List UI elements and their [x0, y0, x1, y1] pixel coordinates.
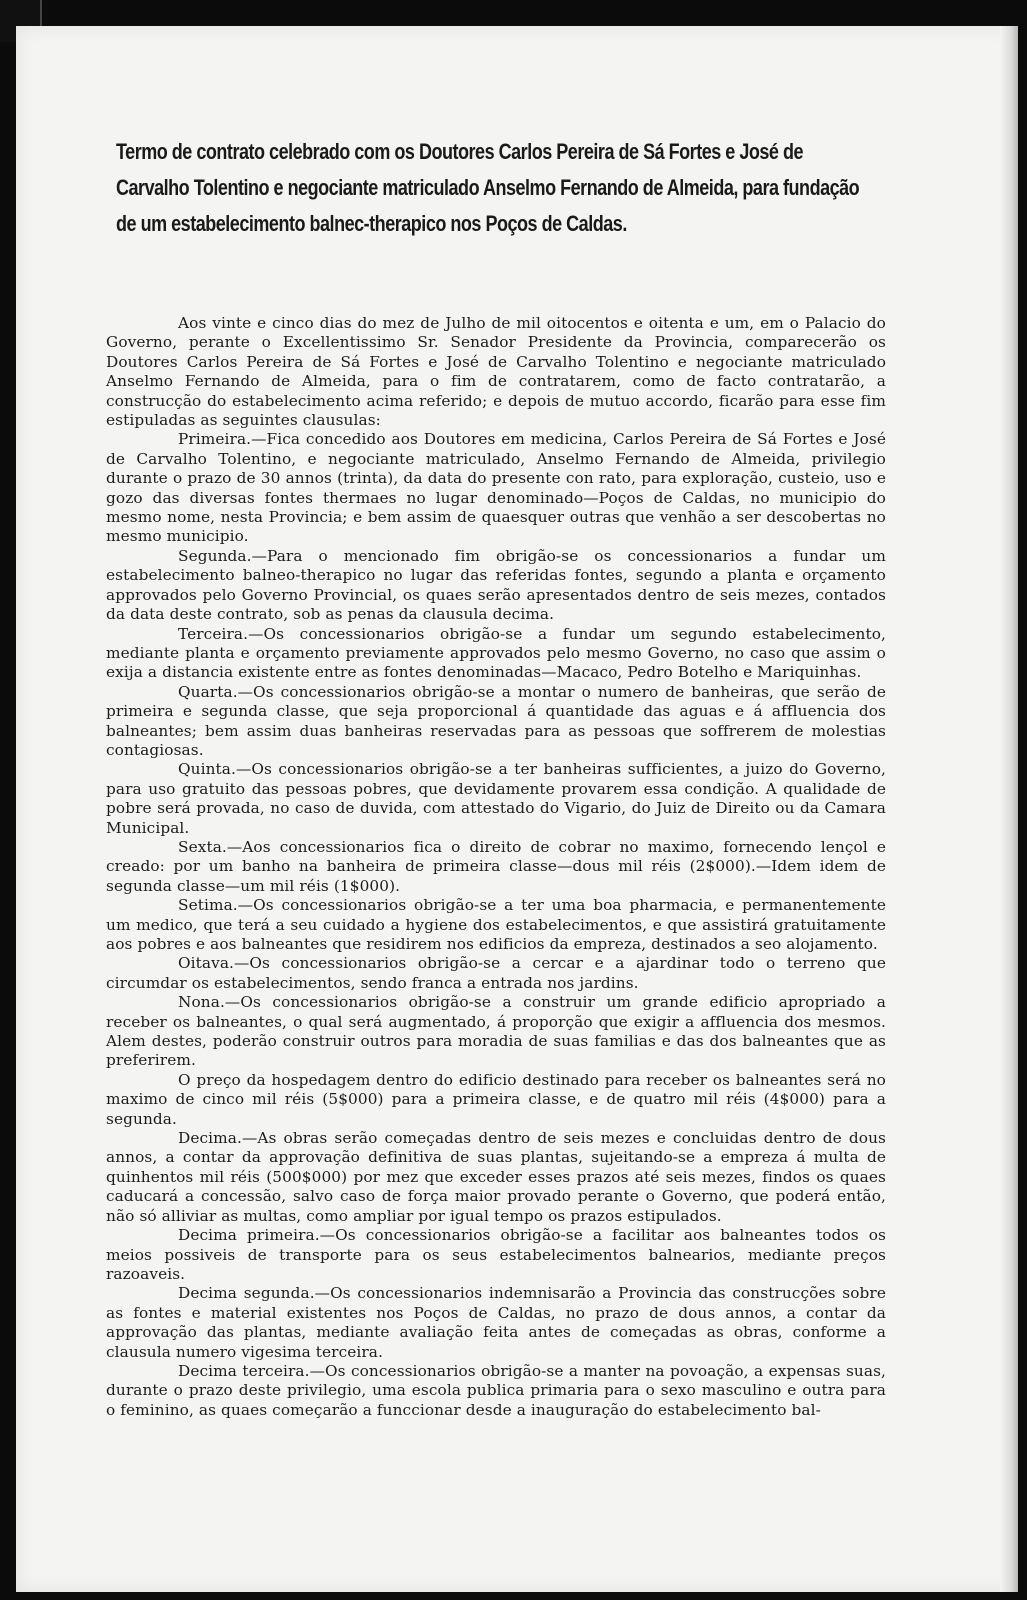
- page-edge-shadow: [1000, 26, 1018, 1592]
- document-body: [106, 314, 886, 1420]
- clause-oitava: Oitava.—Os concessionarios obrigão-se a cercar e a ajardinar todo o terreno que circumdar os estabelecimentos, sendo franca a entrada nos jardins.: [106, 954, 886, 992]
- clause-nona: Nona.—Os concessionarios obrigão-se a construir um grande edificio apropriado a receber os balneantes, o qual será augmentado, á proporção que exigir a affluencia dos mesmos. Alem destes, poderão construir outros para moradia de suas familias e das dos balneantes que as preferirem.: [106, 993, 886, 1070]
- clause-primeira: Primeira.—Fica concedido aos Doutores em medicina, Carlos Pereira de Sá Fortes e José de Carvalho Tolentino, e negociante matriculado, Anselmo Fernando de Almeida, privilegio durante o prazo de 30 annos (trinta), da data do presente con rato, para exploração, custeio, uso e gozo das diversas fontes thermaes no lugar denominado—Poços de Caldas, no municipio do mesmo nome, nesta Provincia; e bem assim de quaesquer outras que venhão a ser descobertas no mesmo municipio.: [106, 430, 886, 546]
- clause-decima: Decima.—As obras serão começadas dentro de seis mezes e concluidas dentro de dous annos, a contar da approvação definitiva de suas plantas, sujeitando-se a empreza á multa de quinhentos mil réis (500$000) por mez que exceder esses prazos até seis mezes, findos os quaes caducará a concessão, salvo caso de força maior provado perante o Governo, que poderá então, não só alliviar as multas, como ampliar por igual tempo os prazos estipulados.: [106, 1129, 886, 1225]
- clause-decima-terceira: Decima terceira.—Os concessionarios obrigão-se a manter na povoação, a expensas suas, durante o prazo deste privilegio, uma escola publica primaria para o sexo masculino e outra para o feminino, as quaes começarão a funccionar desde a inauguração do estabelecimento bal-: [106, 1361, 886, 1419]
- clause-terceira: Terceira.—Os concessionarios obrigão-se a fundar um segundo estabelecimento, mediante planta e orçamento previamente approvados pelo mesmo Governo, no caso que assim o exija a distancia existente entre as fontes denominadas—Macaco, Pedro Botelho e Mariquinhas.: [106, 624, 886, 682]
- clause-segunda: Segunda.—Para o mencionado fim obrigão-se os concessionarios a fundar um estabelecimento balneo-therapico no lugar das referidas fontes, segundo a planta e orçamento approvados pelo Governo Provincial, os quaes serão apresentados dentro de seis mezes, contados da data deste contrato, sob as penas da clausula decima.: [106, 546, 886, 624]
- clause-decima-segunda: Decima segunda.—Os concessionarios indemnisarão a Provincia das construcções sobre as fontes e material existentes nos Poços de Caldas, no prazo de dous annos, a contar da approvação das plantas, mediante avaliação feita antes de começadas as obras, conforme a clausula numero vigesima terceira.: [106, 1284, 886, 1361]
- clause-setima: Setima.—Os concessionarios obrigão-se a ter uma boa pharmacia, e permanentemente um medico, que terá a seu cuidado a hygiene dos estabelecimentos, e que assistirá gratuitamente aos pobres e aos balneantes que residirem nos edificios da empreza, destinados a seo alojamento.: [106, 896, 886, 953]
- clause-quarta: Quarta.—Os concessionarios obrigão-se a montar o numero de banheiras, que serão de primeira e segunda classe, que seja proporcional á quantidade das aguas e á affluencia dos balneantes; bem assim duas banheiras reservadas para as pessoas que soffrerem de molestias contagiosas.: [106, 682, 886, 759]
- document-title: Termo de contrato celebrado com os Doutores Carlos Pereira de Sá Fortes e José de Carvalho Tolentino e negociante matriculado Anselmo Fernando de Almeida, para fundação de um estabelecimento balnec-therapico nos Poços de Caldas.: [116, 139, 860, 236]
- intro-paragraph: Aos vinte e cinco dias do mez de Julho de mil oitocentos e oitenta e um, em o Palacio do Governo, perante o Excellentissimo Sr. Senador Presidente da Provincia, comparecerão os Doutores Carlos Pereira de Sá Fortes e José de Carvalho Tolentino e negociante matriculado Anselmo Fernando de Almeida, para o fim de contratarem, como de facto contratarão, a construcção do estabelecimento acima referido; e depois de mutuo accordo, ficarão para esse fim estipuladas as seguintes clausulas:: [106, 314, 886, 430]
- clause-nona-continuation: O preço da hospedagem dentro do edificio destinado para receber os balneantes será no maximo de cinco mil réis (5$000) para a primeira classe, e de quatro mil réis (4$000) para a segunda.: [106, 1070, 886, 1128]
- clause-sexta: Sexta.—Aos concessionarios fica o direito de cobrar no maximo, fornecendo lençol e creado: por um banho na banheira de primeira classe—dous mil réis (2$000).—Idem idem de segunda classe—um mil réis (1$000).: [106, 837, 886, 895]
- document-page: [16, 26, 1018, 1592]
- clause-quinta: Quinta.—Os concessionarios obrigão-se a ter banheiras sufficientes, a juizo do Governo, para uso gratuito das pessoas pobres, que devidamente provarem essa condição. A qualidade de pobre será provada, no caso de duvida, com attestado do Vigario, do Juiz de Direito ou da Camara Municipal.: [106, 760, 886, 837]
- clause-decima-primeira: Decima primeira.—Os concessionarios obrigão-se a facilitar aos balneantes todos os meios possiveis de transporte para os seus estabelecimentos balnearios, mediante preços razoaveis.: [106, 1226, 886, 1283]
